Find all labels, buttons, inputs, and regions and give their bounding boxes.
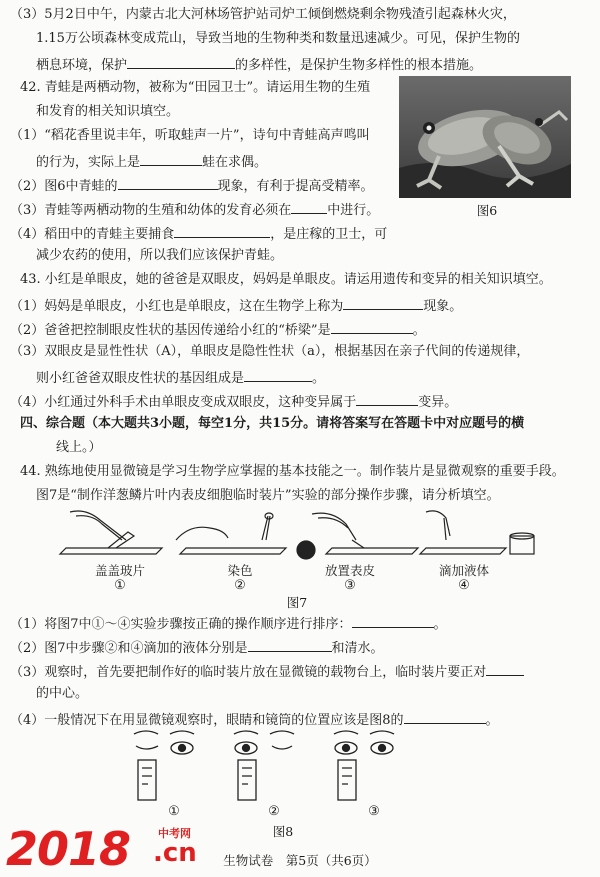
eye-position-option-2 — [234, 731, 294, 800]
add-liquid-step-icon — [420, 511, 534, 554]
answer-blank[interactable] — [356, 391, 418, 406]
q44-4-text-b: 。 — [485, 713, 499, 728]
q41-3-line1: （3）5月2日中午，内蒙古北大河林场管护站司炉工倾倒燃烧剩余物残渣引起森林火灾， — [10, 7, 516, 22]
answer-blank[interactable] — [331, 319, 413, 334]
staining-step-icon — [176, 513, 286, 554]
q44-intro-2: 图7是“制作洋葱鳞片叶内表皮细胞临时装片”实验的部分操作步骤，请分析填空。 — [36, 488, 500, 503]
q43-1 — [10, 295, 462, 316]
figure-8-number: ② — [268, 804, 280, 819]
q42-2 — [10, 175, 374, 196]
cover-slip-step-icon — [60, 511, 162, 554]
section-4-heading-cont: 线上。） — [56, 440, 102, 455]
eye-position-option-3 — [334, 731, 394, 800]
q43-4-text-b: 变异。 — [418, 395, 458, 410]
q43-3-text-b: 。 — [312, 371, 326, 386]
q43-3-line2 — [36, 367, 325, 388]
q41-3-line2: 1.15万公顷森林变成荒山，导致当地的生物种类和数量迅速减少。可见，保护生物的 — [36, 31, 520, 46]
q43-intro: 43. 小红是单眼皮，她的爸爸是双眼皮，妈妈是单眼皮。请运用遗传和变异的相关知识填空。 — [20, 272, 552, 287]
site-logo-suffix: .cn — [153, 838, 197, 868]
q44-1-text-a: （1）将图7中①～④实验步骤按正确的操作顺序进行排序： — [10, 617, 352, 632]
q44-2-text-b: 和清水。 — [331, 641, 384, 656]
answer-blank[interactable] — [352, 613, 434, 628]
q44-4 — [10, 709, 499, 730]
step-label: 染色 — [227, 563, 253, 578]
step-number: ④ — [458, 578, 470, 593]
q41-3-line3-a: 栖息环境，保护 — [36, 58, 128, 73]
site-logo-digits: 2018 — [6, 822, 131, 876]
q44-3-line1 — [10, 661, 524, 682]
q44-3-text-a: （3）观察时，首先要把制作好的临时装片放在显微镜的载物台上，临时装片要正对 — [10, 665, 487, 680]
q43-1-text-a: （1）妈妈是单眼皮，小红也是单眼皮，这在生物学上称为 — [10, 299, 344, 314]
q42-3-text-a: （3）青蛙等两栖动物的生殖和幼体的发育必须在 — [10, 203, 292, 218]
answer-blank[interactable] — [486, 661, 524, 676]
q43-4 — [10, 391, 457, 412]
answer-blank[interactable] — [291, 199, 327, 214]
q44-intro-1: 44. 熟练地使用显微镜是学习生物学应掌握的基本技能之一。制作装片是显微观察的重要手段。 — [20, 464, 565, 479]
step-label: 放置表皮 — [324, 563, 375, 578]
q43-3-text-a: 则小红爸爸双眼皮性状的基因组成是 — [36, 371, 245, 386]
step-label: 滴加液体 — [438, 563, 489, 578]
figure-8-number: ① — [168, 804, 180, 819]
answer-blank[interactable] — [127, 54, 235, 69]
answer-blank[interactable] — [248, 637, 332, 652]
q44-1-text-b: 。 — [433, 617, 447, 632]
q43-3-line1: （3）双眼皮是显性性状（A），单眼皮是隐性性状（a），根据基因在亲子代间的传递规律， — [10, 344, 530, 359]
q44-2-text-a: （2）图7中步骤②和④滴加的液体分别是 — [10, 641, 248, 656]
answer-blank[interactable] — [404, 709, 486, 724]
step-number: ② — [234, 578, 246, 593]
section-4-heading: 四、综合题（本大题共3小题，每空1分，共15分。请将答案写在答题卡中对应题号的横 — [20, 416, 525, 431]
q43-4-text-a: （4）小红通过外科手术由单眼皮变成双眼皮，这种变异属于 — [10, 395, 357, 410]
site-logo-name: 中考网 — [158, 827, 191, 840]
answer-blank[interactable] — [140, 151, 202, 166]
q42-4-text-b: ，是庄稼的卫士，可 — [270, 227, 388, 242]
page-footer: 生物试卷 第5页（共6页） — [223, 853, 377, 868]
eye-position-option-1 — [134, 731, 194, 800]
q42-1-text-b: 蛙在求偶。 — [202, 155, 268, 170]
q42-4-line1 — [10, 223, 387, 244]
q43-1-text-b: 现象。 — [423, 299, 463, 314]
q42-1-line2 — [36, 151, 267, 172]
q43-2-text-a: （2）爸爸把控制眼皮性状的基因传递给小红的“桥梁”是 — [10, 323, 331, 338]
answer-blank[interactable] — [118, 175, 218, 190]
q44-4-text-a: （4）一般情况下在用显微镜观察时，眼睛和镜筒的位置应该是图8的 — [10, 713, 404, 728]
q42-4-line2: 减少农药的使用，所以我们应该保护青蛙。 — [36, 248, 284, 263]
figure-8-drawings — [130, 730, 410, 802]
q44-2 — [10, 637, 384, 658]
q44-3-line2: 的中心。 — [36, 686, 89, 701]
q43-2 — [10, 319, 426, 340]
step-number: ① — [114, 578, 126, 593]
q42-3 — [10, 199, 379, 220]
q42-3-text-b: 中进行。 — [327, 203, 380, 218]
q42-2-text-a: （2）图6中青蛙的 — [10, 179, 118, 194]
figure-8-number: ③ — [368, 804, 380, 819]
q44-1 — [10, 613, 447, 634]
q42-intro-1: 42. 青蛙是两栖动物，被称为“田园卫士”。请运用生物的生殖 — [20, 80, 371, 95]
q42-1-line1: （1）“稻花香里说丰年，听取蛙声一片”，诗句中青蛙高声鸣叫 — [10, 128, 370, 143]
q42-4-text-a: （4）稻田中的青蛙主要捕食 — [10, 227, 175, 242]
q41-3-line3-b: 的多样性，是保护生物多样性的根本措施。 — [235, 58, 483, 73]
frog-photo — [399, 76, 571, 198]
q41-3-line3 — [36, 54, 482, 75]
answer-blank[interactable] — [244, 367, 312, 382]
figure-8-caption: 图8 — [272, 824, 294, 839]
q42-2-text-b: 现象，有利于提高受精率。 — [217, 179, 374, 194]
q42-intro-2: 和发育的相关知识填空。 — [36, 104, 180, 119]
step-label: 盖盖玻片 — [94, 563, 145, 578]
figure-7-caption: 图7 — [286, 595, 308, 610]
step-number: ③ — [344, 578, 356, 593]
figure-7-drawings — [56, 510, 556, 560]
place-epidermis-step-icon — [297, 513, 418, 559]
q43-2-text-b: 。 — [412, 323, 426, 338]
figure-6-caption: 图6 — [476, 203, 498, 218]
answer-blank[interactable] — [343, 295, 423, 310]
q42-1-text-a: 的行为，实际上是 — [36, 155, 141, 170]
answer-blank[interactable] — [174, 223, 270, 238]
